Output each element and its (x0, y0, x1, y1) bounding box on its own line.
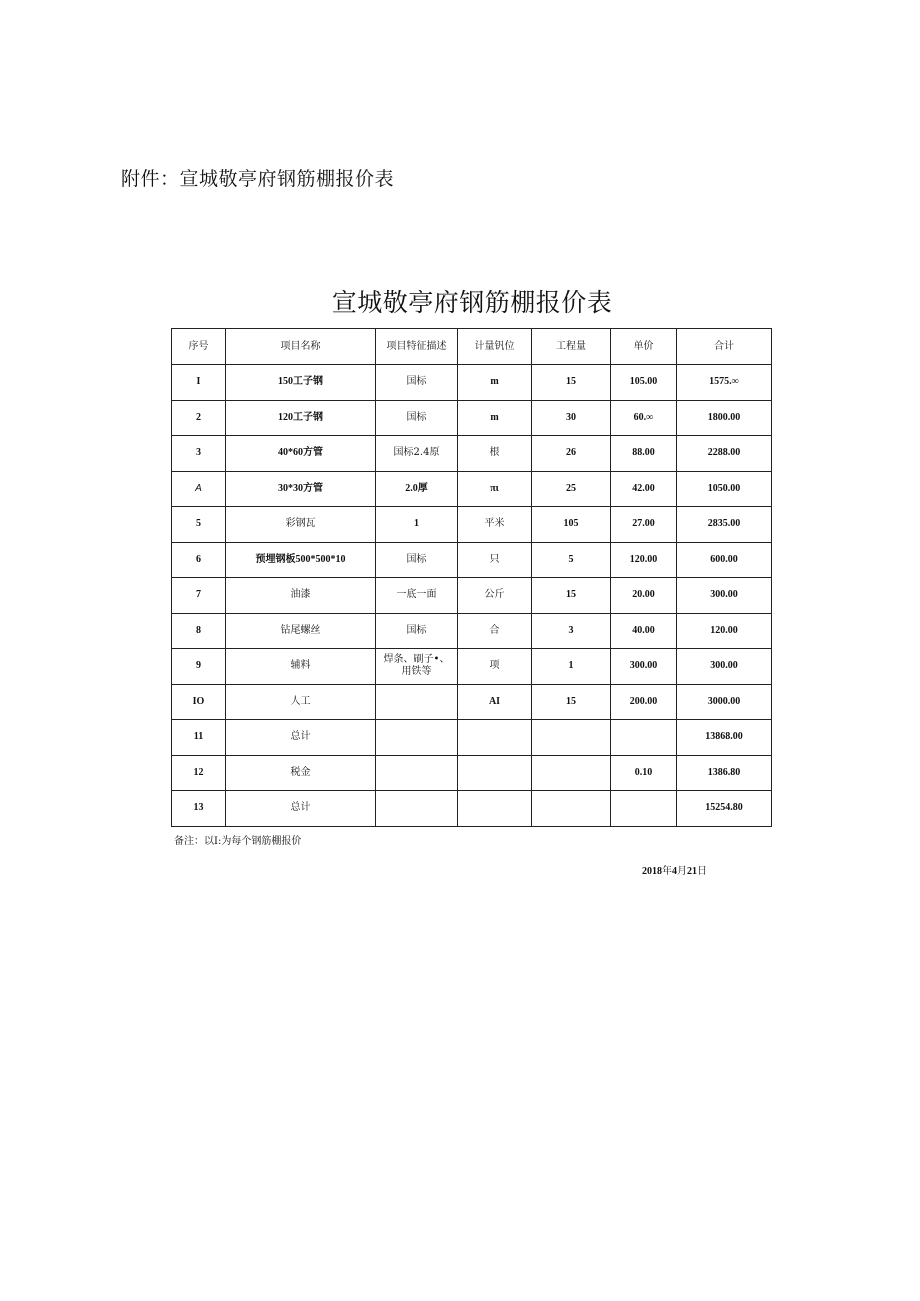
cell-total: 2288.00 (677, 436, 772, 472)
cell-total: 3000.00 (677, 684, 772, 720)
cell-no: 8 (172, 613, 226, 649)
cell-no: 6 (172, 542, 226, 578)
cell-spec: 一底一面 (376, 578, 458, 614)
header-total: 合计 (677, 329, 772, 365)
table-row (172, 436, 772, 472)
cell-no: 7 (172, 578, 226, 614)
cell-name: 辅料 (226, 649, 376, 685)
table-row (172, 720, 772, 756)
cell-name: 预埋钢板500*500*10 (226, 542, 376, 578)
cell-qty: 5 (532, 542, 611, 578)
cell-total: 13868.00 (677, 720, 772, 756)
cell-no: 2 (172, 400, 226, 436)
table-row (172, 755, 772, 791)
date-month-suffix: 月 (677, 866, 687, 877)
cell-price: 60.∞ (611, 400, 677, 436)
cell-spec: 国标2.4原 (376, 436, 458, 472)
cell-total: 15254.80 (677, 791, 772, 827)
table-title: 宣城敬亭府钢筋棚报价表 (331, 288, 613, 317)
cell-unit: 只 (458, 542, 532, 578)
cell-qty: 26 (532, 436, 611, 472)
cell-spec: 国标 (376, 400, 458, 436)
cell-qty: 15 (532, 365, 611, 401)
cell-unit: m (458, 365, 532, 401)
cell-price: 200.00 (611, 684, 677, 720)
table-row (172, 365, 772, 401)
cell-name: 30*30方管 (226, 471, 376, 507)
table-row (172, 791, 772, 827)
cell-spec: 国标 (376, 613, 458, 649)
date-day: 21 (687, 866, 697, 877)
cell-unit: 平米 (458, 507, 532, 543)
attachment-title: 附件：宣城敬亭府钢筋棚报价表 (121, 168, 395, 190)
cell-price: 40.00 (611, 613, 677, 649)
cell-no: A (172, 471, 226, 507)
cell-unit: m (458, 400, 532, 436)
cell-qty: 3 (532, 613, 611, 649)
cell-spec (376, 720, 458, 756)
cell-no: IO (172, 684, 226, 720)
header-qty: 工程量 (532, 329, 611, 365)
cell-no: 13 (172, 791, 226, 827)
cell-spec: 国标 (376, 542, 458, 578)
cell-unit (458, 755, 532, 791)
document-date (642, 862, 707, 877)
cell-spec: 2.0厚 (376, 471, 458, 507)
cell-qty: 25 (532, 471, 611, 507)
cell-no: 5 (172, 507, 226, 543)
table-row (172, 400, 772, 436)
cell-no: 11 (172, 720, 226, 756)
cell-qty: 15 (532, 684, 611, 720)
cell-qty (532, 755, 611, 791)
cell-no: 12 (172, 755, 226, 791)
cell-qty (532, 720, 611, 756)
cell-name: 总计 (226, 720, 376, 756)
cell-spec (376, 791, 458, 827)
cell-name: 总计 (226, 791, 376, 827)
cell-total: 1800.00 (677, 400, 772, 436)
cell-spec: 1 (376, 507, 458, 543)
cell-price: 27.00 (611, 507, 677, 543)
cell-total: 2835.00 (677, 507, 772, 543)
cell-no: 9 (172, 649, 226, 685)
cell-spec: 焊条、刷子•、用铁等 (376, 649, 458, 685)
cell-unit: 合 (458, 613, 532, 649)
header-price: 单价 (611, 329, 677, 365)
cell-total: 1050.00 (677, 471, 772, 507)
table-note: 备注：以I:为每个钢筋棚报价 (174, 836, 302, 847)
cell-unit: 根 (458, 436, 532, 472)
cell-qty: 105 (532, 507, 611, 543)
cell-name: 150工子钢 (226, 365, 376, 401)
cell-price: 0.10 (611, 755, 677, 791)
cell-price: 42.00 (611, 471, 677, 507)
cell-no: I (172, 365, 226, 401)
cell-price: 88.00 (611, 436, 677, 472)
date-year-suffix: 年 (662, 866, 672, 877)
cell-spec: 国标 (376, 365, 458, 401)
cell-unit: AI (458, 684, 532, 720)
table-row (172, 542, 772, 578)
cell-unit: πι (458, 471, 532, 507)
cell-price (611, 791, 677, 827)
cell-price: 20.00 (611, 578, 677, 614)
cell-name: 人工 (226, 684, 376, 720)
table-row (172, 649, 772, 685)
table-row (172, 578, 772, 614)
cell-unit (458, 791, 532, 827)
cell-total: 300.00 (677, 649, 772, 685)
cell-name: 钻尾螺丝 (226, 613, 376, 649)
header-spec: 项目特征描述 (376, 329, 458, 365)
table-row (172, 684, 772, 720)
date-year: 2018 (642, 866, 662, 877)
cell-total: 1575.∞ (677, 365, 772, 401)
cell-total: 1386.80 (677, 755, 772, 791)
cell-qty (532, 791, 611, 827)
cell-price (611, 720, 677, 756)
date-month: 4 (672, 866, 677, 877)
date-day-suffix: 日 (697, 866, 707, 877)
cell-total: 120.00 (677, 613, 772, 649)
cell-total: 300.00 (677, 578, 772, 614)
table-row (172, 613, 772, 649)
cell-name: 40*60方管 (226, 436, 376, 472)
cell-name: 税金 (226, 755, 376, 791)
cell-name: 油漆 (226, 578, 376, 614)
cell-spec (376, 755, 458, 791)
cell-unit: 项 (458, 649, 532, 685)
cell-price: 105.00 (611, 365, 677, 401)
cell-unit: 公斤 (458, 578, 532, 614)
header-name: 项目名称 (226, 329, 376, 365)
cell-qty: 15 (532, 578, 611, 614)
cell-name: 彩钢瓦 (226, 507, 376, 543)
cell-name: 120工子钢 (226, 400, 376, 436)
table-row (172, 507, 772, 543)
header-unit: 计量钒位 (458, 329, 532, 365)
header-no: 序号 (172, 329, 226, 365)
cell-unit (458, 720, 532, 756)
cell-qty: 30 (532, 400, 611, 436)
quote-table (171, 328, 772, 827)
cell-price: 120.00 (611, 542, 677, 578)
cell-total: 600.00 (677, 542, 772, 578)
cell-spec (376, 684, 458, 720)
table-row (172, 471, 772, 507)
cell-price: 300.00 (611, 649, 677, 685)
cell-qty: 1 (532, 649, 611, 685)
cell-no: 3 (172, 436, 226, 472)
header-row (172, 329, 772, 365)
